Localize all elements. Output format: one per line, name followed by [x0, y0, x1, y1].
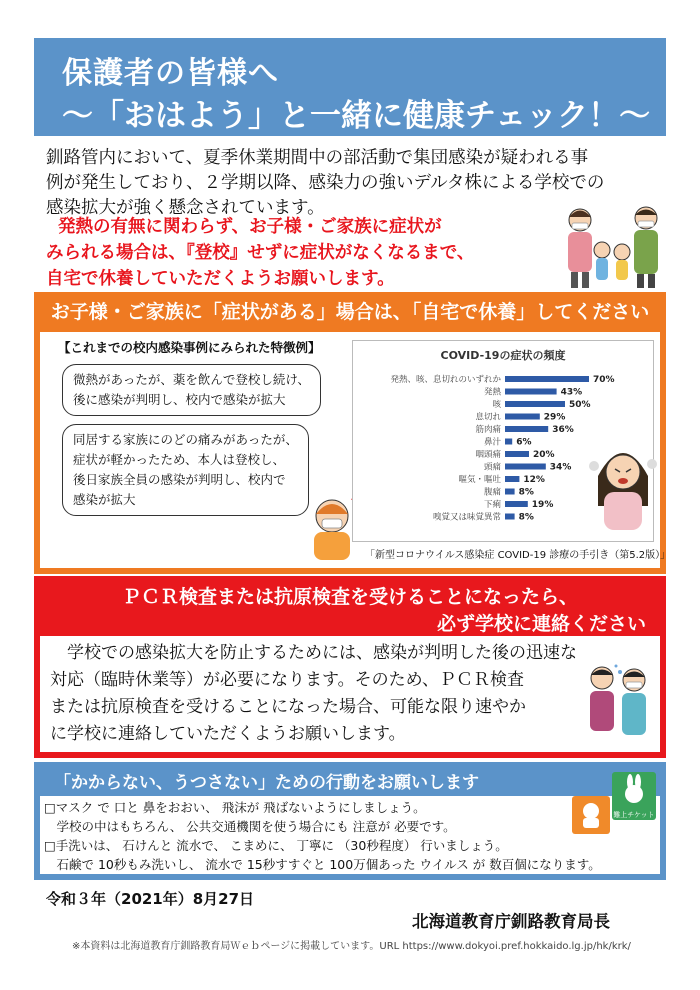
chart-value-label: 8% [518, 512, 534, 523]
chart-bar [505, 489, 515, 495]
header-title: 保護者の皆様へ [62, 56, 279, 91]
prevention-text [44, 798, 601, 874]
case-line: 症状が軽かったため、本人は登校し、 [73, 452, 286, 467]
family-illustration [556, 200, 668, 290]
chart-value-label: 12% [523, 475, 545, 485]
chart-value-label: 6% [516, 437, 532, 448]
chart-value-label: 70% [593, 375, 615, 385]
chart-category-label: 嘔気・嘔吐 [458, 475, 501, 485]
chart-bar [505, 464, 546, 470]
pcr-line: 対応（臨時休業等）が必要になります。そのため、ＰＣＲ検査 [50, 670, 524, 690]
chart-category-label: 嗅覚又は味覚異常 [432, 512, 501, 523]
case-line: 後に感染が判明し、校内で感染が拡大 [73, 392, 286, 407]
header-banner [34, 38, 666, 136]
warning-line: 自宅で休養していただくようお願いします。 [46, 269, 395, 289]
chart-category-label: 発熱 [483, 387, 501, 398]
case-line: 同居する家族にのどの痛みがあったが、 [73, 432, 298, 447]
intro-text [46, 146, 604, 221]
chart-value-label: 20% [533, 450, 555, 460]
pcr-line: または抗原検査を受けることになった場合、可能な限り速やか [50, 697, 526, 717]
chart-bar [505, 451, 529, 457]
chart-category-label: 咽頭痛 [475, 450, 501, 460]
pcr-heading-1: ＰＣＲ検査または抗原検査を受けることになったら、 [121, 586, 578, 608]
pcr-line: 学校での感染拡大を防止するためには、感染が判明した後の迅速な [50, 643, 577, 663]
header-subtitle: ～「おはよう」と一緒に健康チェック！～ [62, 98, 651, 134]
prevention-panel [40, 796, 660, 874]
intro-line: 感染拡大が強く懸念されています。 [46, 198, 325, 218]
footer-note: ※本資料は北海道教育庁釧路教育局Ｗｅｂページに掲載しています。URL https://www.dokyoi.pref.hokkaido.lg.jp/hk/krk/ [72, 941, 631, 952]
intro-line: 釧路管内において、夏季休業期間中の部活動で集団感染が疑われる事 [46, 148, 589, 168]
pcr-body [50, 640, 577, 748]
issuing-office: 北海道教育庁釧路教育局長 [412, 912, 610, 931]
symptom-section [34, 292, 671, 574]
prevention-line: □手洗いは、 石けんと 流水で、 こまめに、 丁寧に （30秒程度） 行いましょう。 [44, 838, 508, 853]
chart-bar [505, 389, 557, 395]
chart-value-label: 34% [549, 462, 572, 473]
chart-category-label: 頭痛 [483, 462, 501, 473]
chart-category-label: 発熱、咳、息切れのいずれか [390, 375, 501, 385]
symptom-panel [40, 332, 671, 568]
warning-line: 発熱の有無に関わらず、お子様・ご家族に症状が [58, 217, 442, 237]
intro-line: 例が発生しており、２学期以降、感染力の強いデルタ株による学校での [46, 173, 605, 193]
mask-badge-icon [572, 796, 610, 834]
warning-line: みられる場合は、『登校』せずに症状がなくなるまで、 [46, 243, 475, 263]
case-line: 後日家族全員の感染が判明し、校内で [73, 472, 286, 487]
chart-bar [505, 376, 589, 382]
pcr-line: に学校に連絡していただくようお願いします。 [50, 724, 406, 744]
cases-title: 【これまでの校内感染事例にみられた特徴例】 [58, 340, 321, 355]
sick-people-illustration [584, 662, 656, 742]
chart-category-label: 咳 [492, 400, 501, 410]
pcr-section [34, 576, 666, 758]
child-figure [594, 242, 610, 280]
case-line: 微熱があったが、薬を飲んで登校し続け、 [73, 372, 310, 387]
chart-category-label: 腹痛 [483, 487, 501, 498]
pcr-panel [40, 636, 660, 752]
prevention-line: 石鹸で 10秒もみ洗いし、 流水で 15秒すすぐと 100万個あった ウイルス が 数百個になります。 [44, 857, 601, 872]
chart-bar [505, 401, 565, 407]
chart-value-label: 43% [560, 387, 583, 398]
coughing-woman-illustration [588, 436, 658, 532]
chart-value-label: 29% [543, 412, 566, 423]
chart-bar [505, 514, 515, 520]
chart-source: 「新型コロナウイルス感染症 COVID-19 診療の手引き（第5.2版）」 [365, 550, 671, 561]
issue-date: 令和３年（2021年）8月27日 [46, 890, 255, 908]
chart-bar [505, 439, 512, 445]
case-bubble-2 [62, 424, 309, 516]
parent-figure [634, 207, 658, 288]
chart-category-label: 筋肉痛 [475, 425, 501, 435]
prevention-line: □マスク で 口と 鼻をおおい、 飛沫が 飛ばないようにしましょう。 [44, 800, 426, 815]
case-bubble-1 [62, 364, 321, 416]
prevention-line: 学校の中はもちろん、 公共交通機関を使う場合にも 注意が 必要です。 [44, 819, 456, 834]
pcr-heading-2: 必ず学校に連絡ください [436, 613, 646, 635]
prevention-banner: 「かからない、うつさない」ための行動をお願いします [54, 773, 479, 793]
chart-category-label: 下痢 [483, 500, 501, 510]
symptom-banner: お子様・ご家族に「症状がある」場合は、「自宅で休養」してください [50, 301, 650, 323]
chart-value-label: 36% [552, 425, 574, 435]
chart-bar [505, 426, 548, 432]
chart-bar [505, 501, 528, 507]
chart-bar [505, 414, 540, 420]
parent-figure [568, 209, 592, 288]
chart-bar [505, 476, 519, 482]
chart-category-label: 鼻汁 [483, 437, 501, 448]
child-figure [614, 244, 630, 280]
chart-value-label: 50% [569, 400, 591, 410]
chart-value-label: 19% [531, 500, 554, 510]
case-line: 感染が拡大 [73, 492, 136, 507]
rabbit-badge-icon [612, 772, 656, 820]
chart-category-label: 息切れ [475, 412, 501, 423]
badge-label: 難上チケット [613, 811, 655, 819]
chart-value-label: 8% [518, 487, 534, 498]
chart-title: COVID-19の症状の頻度 [440, 349, 566, 362]
intro-warning [46, 214, 474, 292]
